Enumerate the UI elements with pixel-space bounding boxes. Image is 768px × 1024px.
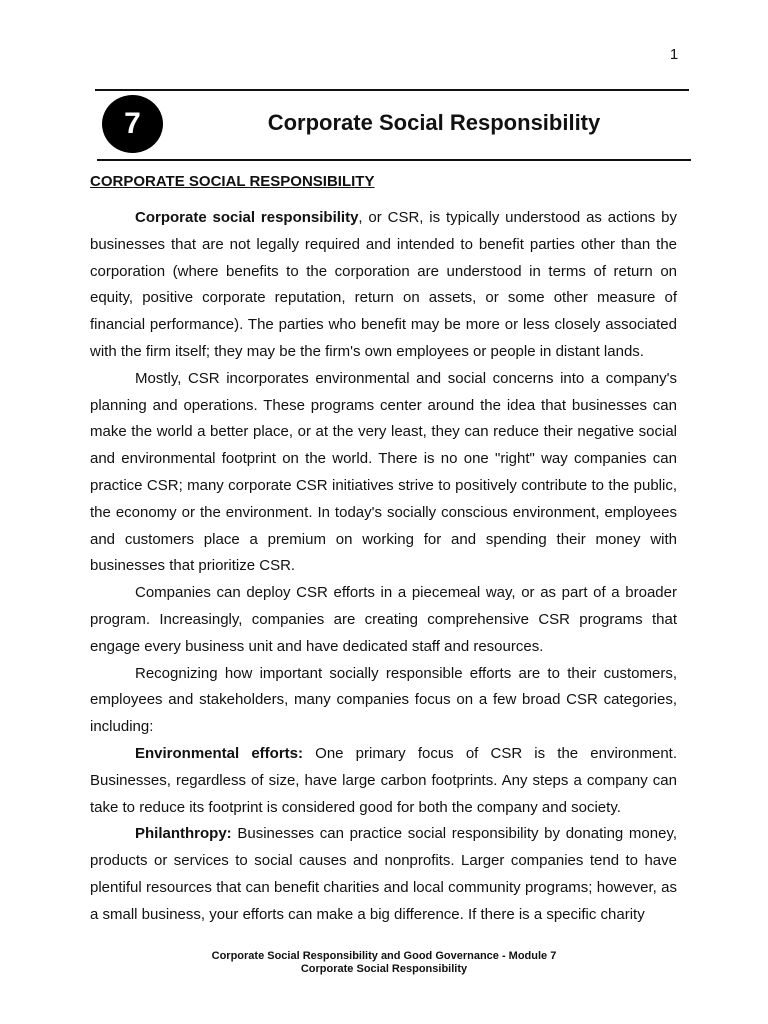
module-number-badge: 7 [102,95,163,153]
paragraph-text: One primary focus of CSR is the environment. Businesses, regardless of size, have large carbon footprints. Any steps a company can take to reduce its footprint is considered good for both the company and society. [90,744,677,816]
paragraph-lead: Philanthropy: [135,825,232,843]
chapter-title: Corporate Social Responsibility [267,110,601,135]
header-bottom-rule [97,159,691,161]
body-text [90,205,677,929]
page-footer [0,950,768,976]
paragraph-text: Businesses can practice social responsibility by donating money, products or services to social causes and nonprofits. Larger companies tend to have plentiful resources that can benefit charities and local community programs; however, as a small business, your efforts can make a big difference. If there is a specific charity [90,825,677,923]
footer-line-course: Corporate Social Responsibility and Good Governance - Module 7 [211,950,557,962]
paragraph-csr-definition [90,205,677,366]
paragraph-lead: Corporate social responsibility [135,209,359,226]
page-number: 1 [669,46,679,63]
header-top-rule [95,89,689,91]
paragraph-csr-categories [90,661,677,741]
paragraph-philanthropy [90,821,677,928]
paragraph-text: , or CSR, is typically understood as actions by businesses that are not legally required and intended to benefit parties other than the corporation (where benefits to the corporation are understood in terms of return on equity, positive corporate reputation, return on assets, or some other measure of financial performance). The parties who benefit may be more or less closely associated with the firm itself; they may be the firm's own employees or people in distant lands. [90,209,677,360]
paragraph-lead: Environmental efforts: [135,744,304,762]
paragraph-text: Companies can deploy CSR efforts in a piecemeal way, or as part of a broader program. Increasingly, companies are creating comprehensive CSR programs that engage every business unit and have dedicated staff and resources. [90,584,677,655]
paragraph-text: Recognizing how important socially responsible efforts are to their customers, employees and stakeholders, many companies focus on a few broad CSR categories, including: [90,664,677,736]
footer-line-topic: Corporate Social Responsibility [300,963,468,975]
section-heading: CORPORATE SOCIAL RESPONSIBILITY [90,173,375,190]
paragraph-csr-incorporates [90,366,677,580]
paragraph-environmental-efforts [90,741,677,821]
paragraph-text: Mostly, CSR incorporates environmental and social concerns into a company's planning and operations. These programs center around the idea that businesses can make the world a better place, or at the very least, they can reduce their negative social and environmental footprint on the world. There is no one "right" way companies can practice CSR; many corporate CSR initiatives strive to positively contribute to the public, the economy or the environment. In today's socially conscious environment, employees and customers place a premium on working for and spending their money with businesses that prioritize CSR. [90,369,677,575]
paragraph-csr-deploy [90,580,677,660]
